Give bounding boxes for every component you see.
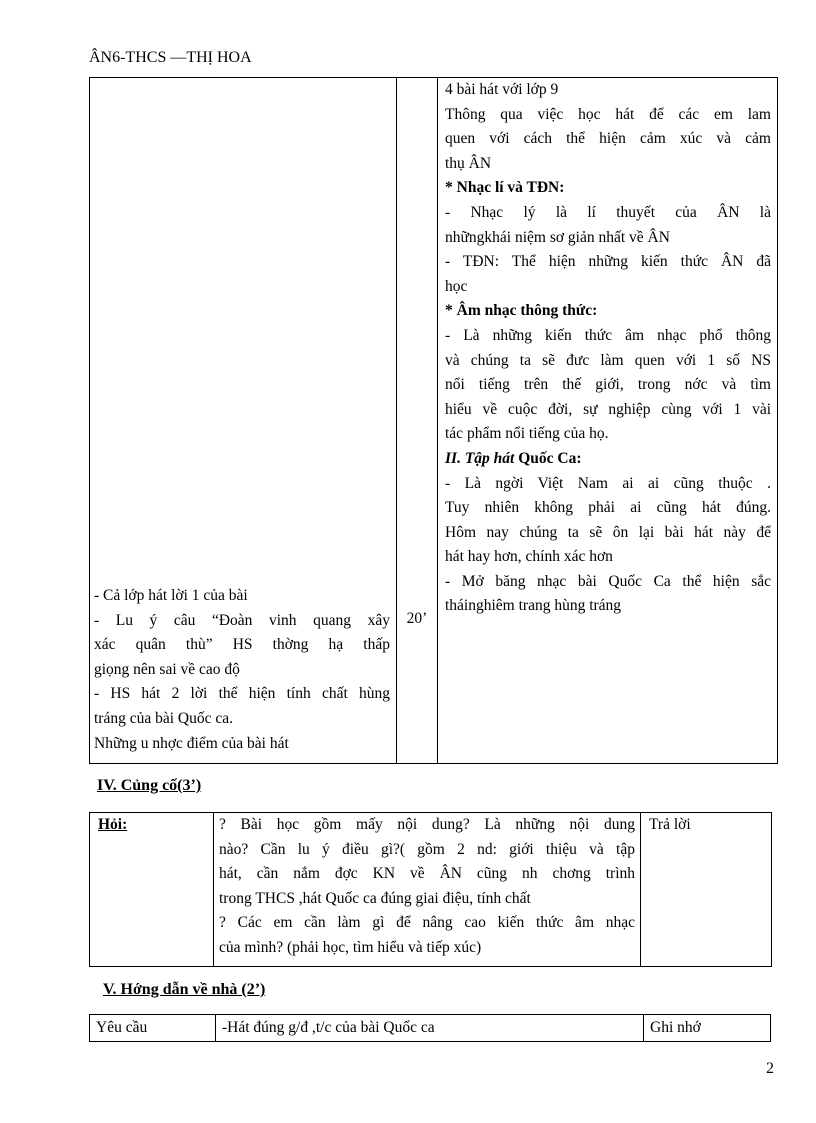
- content-line: II. Tập hát Quốc Ca:: [445, 449, 582, 467]
- content-cell: [438, 78, 778, 764]
- activity-line: giọng nên sai về cao độ: [94, 660, 240, 678]
- activity-line: xác quân thù” HS thờng hạ thấp: [94, 636, 390, 654]
- content-line: - Nhạc lý là lí thuyết của ÂN là: [445, 203, 771, 221]
- content-line: Thông qua việc học hát để các em lam: [445, 105, 771, 123]
- section-homework-title: V. Hớng dẫn về nhà (2’): [103, 981, 266, 998]
- time-value: 20’: [406, 610, 428, 627]
- content-line: * Âm nhạc thông thức:: [445, 302, 598, 320]
- page-number: 2: [766, 1060, 774, 1077]
- activity-lines: [94, 584, 390, 756]
- content-line: quen với cách thể hiện cảm xúc và cảm: [445, 130, 771, 148]
- content-lines: [445, 78, 771, 619]
- consolidation-table: [89, 812, 772, 967]
- homework-table: [89, 1014, 771, 1042]
- remember-cell: Ghi nhớ: [644, 1015, 771, 1042]
- question-lines: [219, 813, 635, 961]
- homework-task-cell: -Hát đúng g/đ ,t/c của bài Quốc ca: [216, 1015, 644, 1042]
- content-line: thụ ÂN: [445, 154, 492, 172]
- content-line: tác phẩm nổi tiếng của họ.: [445, 425, 609, 443]
- question-label: Hỏi:: [98, 816, 128, 833]
- content-line: * Nhạc lí và TĐN:: [445, 179, 565, 197]
- activity-line: Những u nhợc điểm của bài hát: [94, 734, 289, 752]
- content-line: Tuy nhiên không phải ai cũng hát đúng.: [445, 499, 771, 517]
- content-line: - Mở băng nhạc bài Quốc Ca thể hiện sắc: [445, 572, 771, 590]
- content-line: - Là ngời Việt Nam ai ai cũng thuộc .: [445, 474, 771, 492]
- requirement-cell: Yêu cầu: [90, 1015, 216, 1042]
- lesson-table: [89, 77, 778, 764]
- question-line: của mình? (phải học, tìm hiểu và tiếp xúc): [219, 938, 482, 956]
- activity-line: - Cả lớp hát lời 1 của bài: [94, 587, 248, 604]
- question-line: ? Các em cần làm gì để nâng cao kiến thức âm nhạc: [219, 914, 635, 932]
- activity-line: tráng của bài Quốc ca.: [94, 709, 234, 727]
- question-line: trong THCS ,hát Quốc ca đúng giai điệu, tính chất: [219, 889, 531, 907]
- question-content-cell: [214, 813, 641, 967]
- activity-line: - HS hát 2 lời thể hiện tính chất hùng: [94, 685, 390, 703]
- content-line: - Là những kiến thức âm nhạc phổ thông: [445, 326, 771, 344]
- content-line: hát hay hơn, chính xác hơn: [445, 548, 613, 566]
- page-header: ÂN6-THCS —THỊ HOA: [89, 49, 252, 66]
- question-line: ? Bài học gồm mấy nội dung? Là những nội dung: [219, 816, 635, 833]
- content-line: tháinghiêm trang hùng tráng: [445, 597, 622, 615]
- content-line: Hôm nay chúng ta sẽ ôn lại bài hát này để: [445, 523, 771, 541]
- section-consolidation-title: IV. Củng cố(3’): [97, 777, 202, 794]
- teacher-student-activity-cell: [90, 78, 397, 764]
- content-line: và chúng ta sẽ đưc làm quen với 1 số NS: [445, 351, 771, 369]
- content-line: nổi tiếng trên thế giới, trong nớc và tìm: [445, 376, 771, 394]
- content-line: 4 bài hát với lớp 9: [445, 81, 559, 98]
- time-cell: [397, 78, 438, 764]
- question-line: hát, cần nắm đợc KN về ÂN cũng nh chơng trình: [219, 865, 635, 883]
- question-label-cell: [90, 813, 214, 967]
- content-line: nhữngkhái niệm sơ giản nhất về ÂN: [445, 228, 670, 246]
- activity-line: - Lu ý câu “Đoàn vinh quang xây: [94, 611, 390, 629]
- answer-label: Trả lời: [649, 816, 691, 833]
- content-line: - TĐN: Thể hiện những kiến thức ÂN đã: [445, 253, 771, 271]
- content-line: hiểu về cuộc đời, sự nghiệp cùng với 1 vài: [445, 400, 771, 418]
- answer-cell: [641, 813, 772, 967]
- question-line: nào? Cần lu ý điều gì?( gồm 2 nd: giới thiệu và tập: [219, 840, 635, 858]
- content-line: học: [445, 277, 468, 295]
